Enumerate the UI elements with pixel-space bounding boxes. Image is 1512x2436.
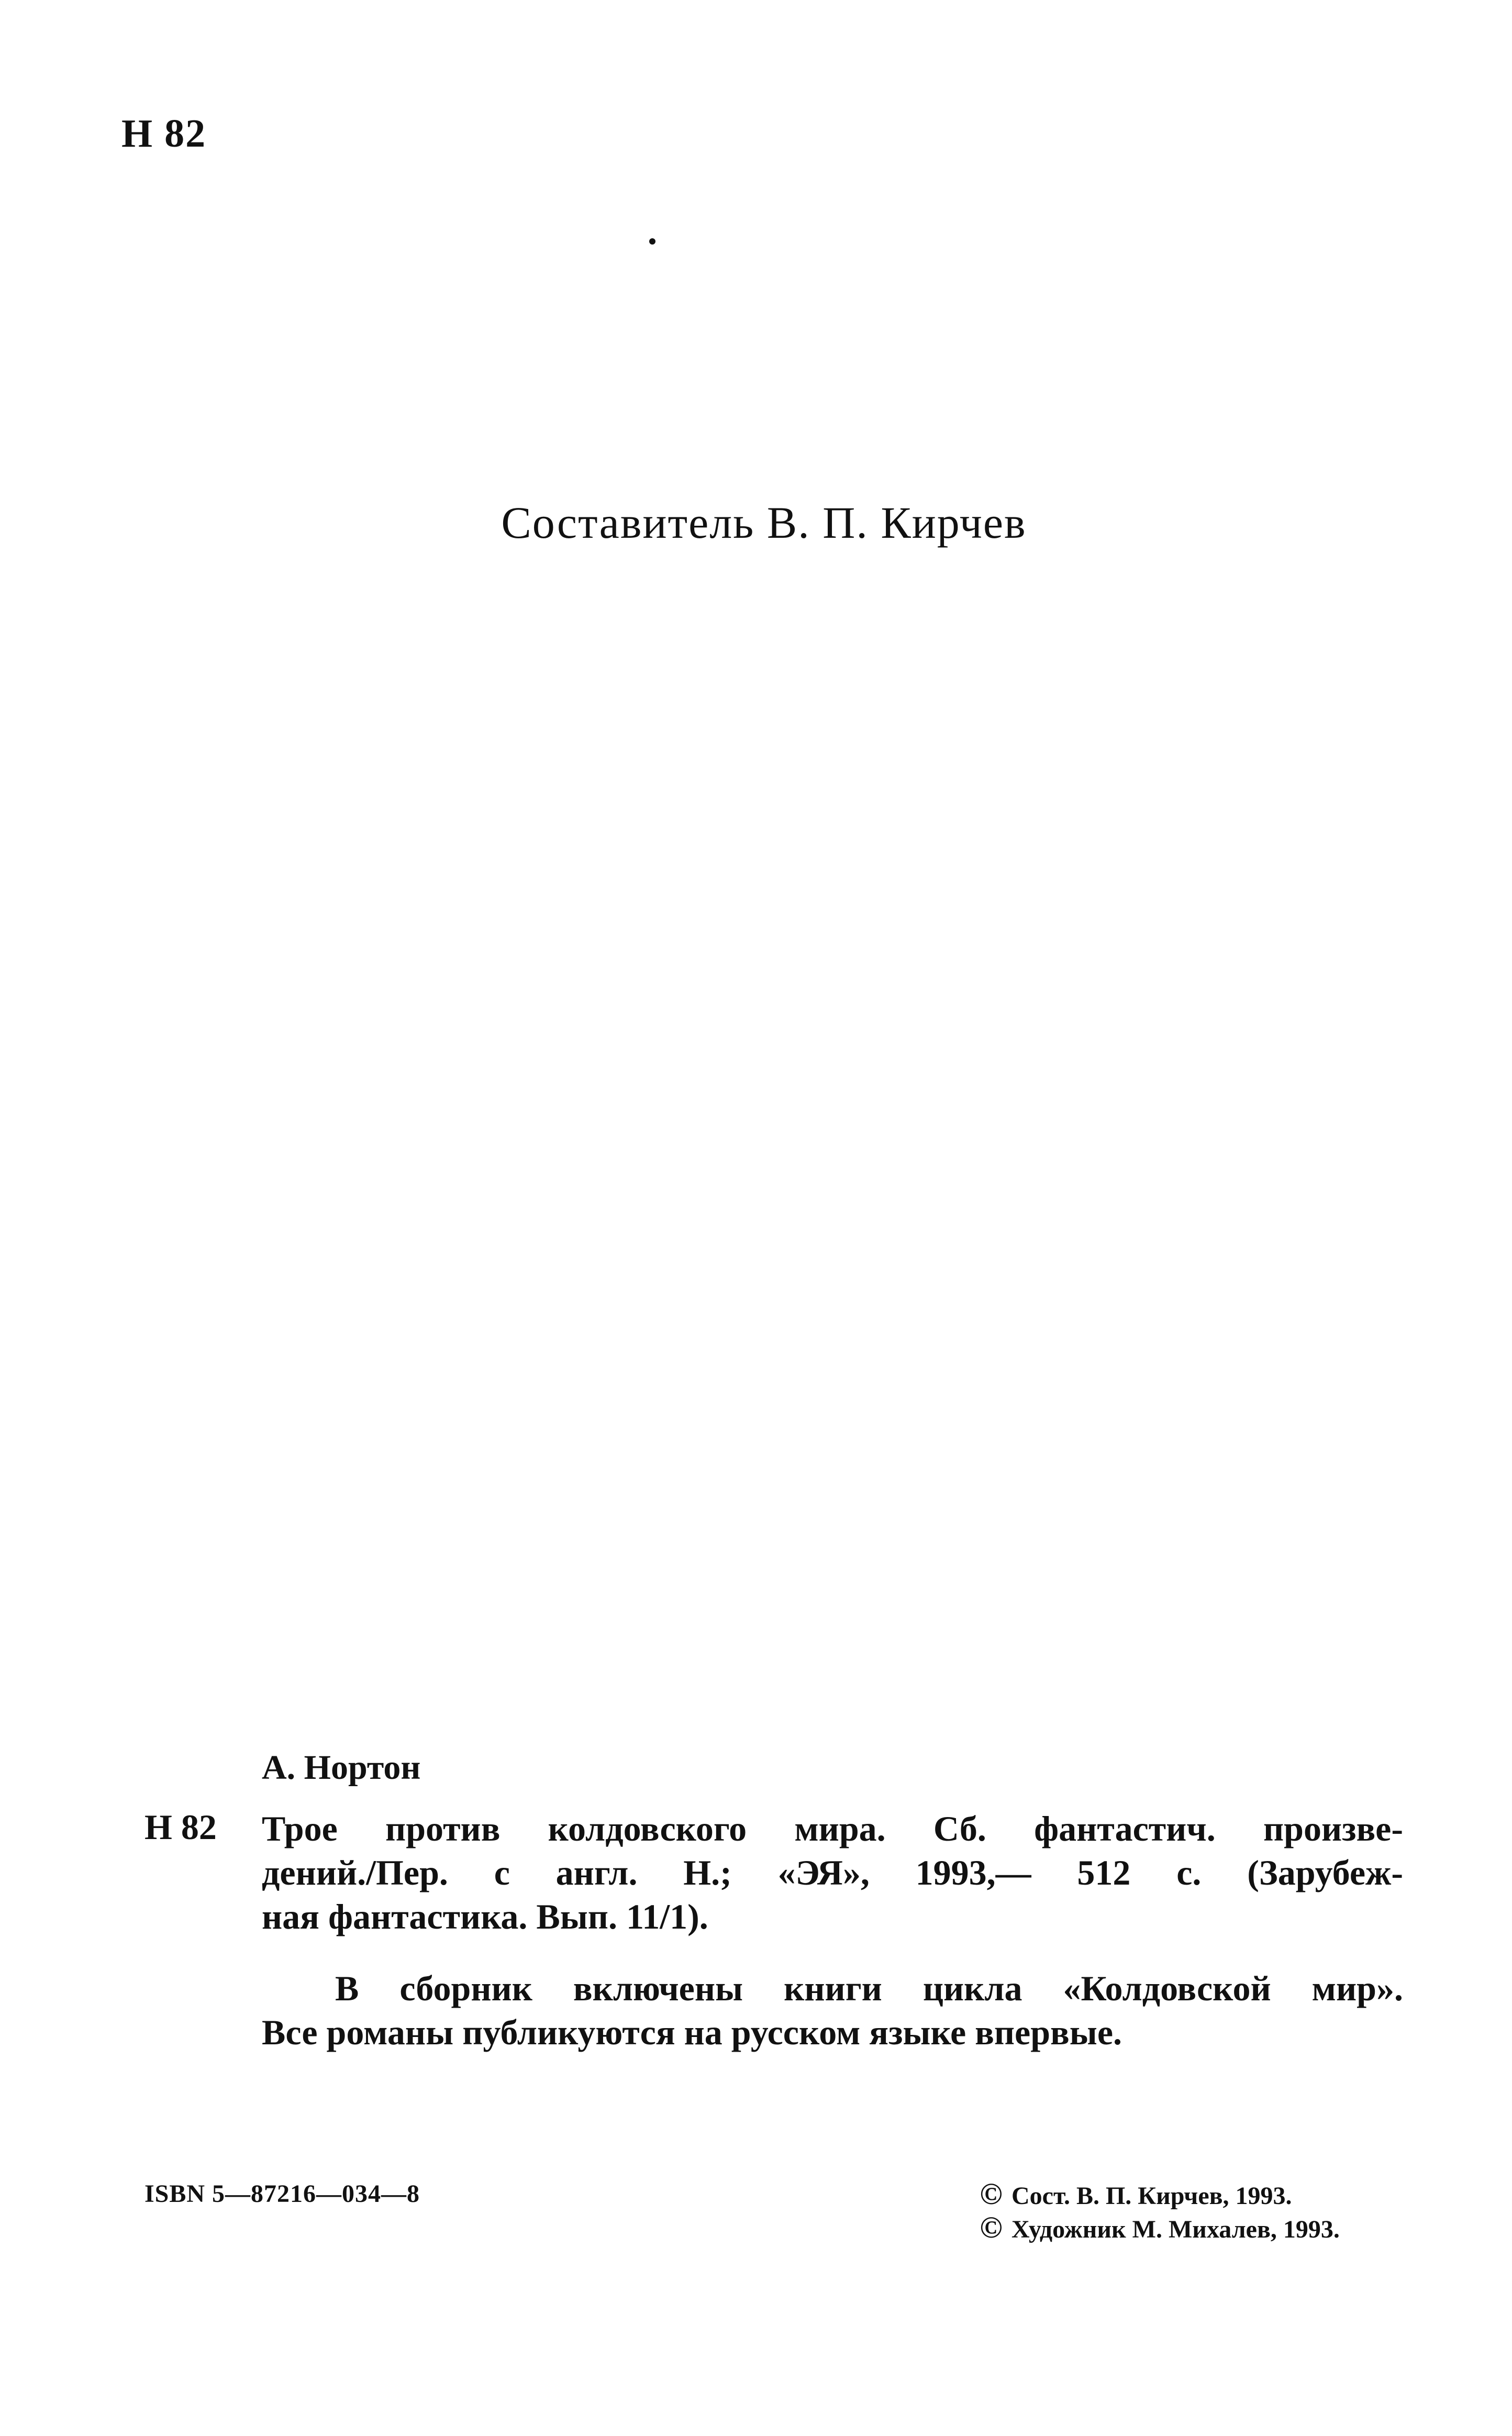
- annotation-line: В сборник включены книги цикла «Колдовской мир».: [335, 1968, 1403, 2008]
- copyright-line: [977, 2178, 1340, 2212]
- annotation: [262, 1966, 1403, 2054]
- copyright-artist: Художник М. Михалев, 1993.: [1011, 2216, 1340, 2243]
- compiler-credit: Составитель В. П. Кирчев: [501, 497, 1027, 548]
- bibliographic-line: Трое против колдовского мира. Сб. фантастич. произве-: [262, 1809, 1403, 1848]
- print-speck: [649, 238, 655, 245]
- bibliographic-line: ная фантастика. Вып. 11/1).: [262, 1897, 708, 1936]
- compiler-credit-block: [0, 496, 1512, 549]
- bibliographic-description: [262, 1807, 1403, 1939]
- catalog-code-top: Н 82: [121, 112, 207, 156]
- isbn: ISBN 5—87216—034—8: [144, 2180, 420, 2208]
- copyright-icon: ©: [980, 2210, 1003, 2244]
- copyright-compiler: Сост. В. П. Кирчев, 1993.: [1011, 2182, 1292, 2210]
- copyright-block: [977, 2178, 1340, 2245]
- copyright-line: [977, 2212, 1340, 2245]
- bibliographic-line: дений./Пер. с англ. Н.; «ЭЯ», 1993,— 512 с. (Зарубеж-: [262, 1853, 1403, 1892]
- author-name: А. Нортон: [262, 1748, 421, 1787]
- annotation-line: Все романы публикуются на русском языке впервые.: [262, 2012, 1122, 2052]
- catalog-code-bottom: Н 82: [144, 1807, 217, 1847]
- copyright-icon: ©: [980, 2177, 1003, 2211]
